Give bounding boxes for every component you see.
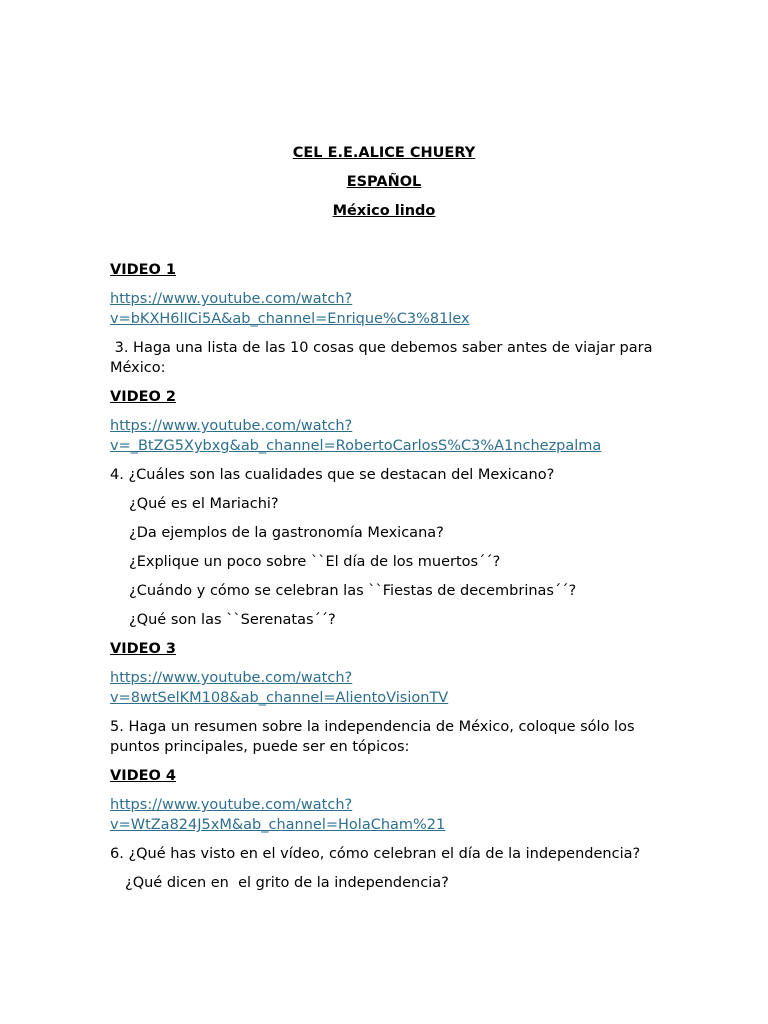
- question-4-sub-5: ¿Qué son las ``Serenatas´´?: [129, 612, 336, 628]
- video-3-link-line2: v=8wtSelKM108&ab_channel=AlientoVisionTV: [110, 690, 449, 706]
- question-4: 4. ¿Cuáles son las cualidades que se destacan del Mexicano?: [110, 467, 555, 483]
- question-4-sub-3: ¿Explique un poco sobre ``El día de los muertos´´?: [129, 554, 501, 570]
- video-4-link-line1: https://www.youtube.com/watch?: [110, 797, 353, 813]
- question-4-sub-4: ¿Cuándo y cómo se celebran las ``Fiestas de decembrinas´´?: [129, 583, 577, 599]
- video-2-heading: VIDEO 2: [110, 389, 177, 405]
- video-2-link-line2: v=_BtZG5Xybxg&ab_channel=RobertoCarlosS%C3%A1nchezpalma: [110, 438, 602, 454]
- video-3-heading: VIDEO 3: [110, 641, 177, 657]
- question-6-sub: ¿Qué dicen en el grito de la independencia?: [125, 875, 449, 891]
- video-4-link-line2: v=WtZa824J5xM&ab_channel=HolaCham%21: [110, 817, 446, 833]
- document-body: [110, 260, 670, 902]
- topic-title: México lindo: [332, 203, 436, 219]
- video-3-link-line1: https://www.youtube.com/watch?: [110, 670, 353, 686]
- video-1-link-line2: v=bKXH6lICi5A&ab_channel=Enrique%C3%81lex: [110, 311, 470, 327]
- video-4-heading: VIDEO 4: [110, 768, 177, 784]
- question-5: 5. Haga un resumen sobre la independencia de México, coloque sólo los puntos principales, puede ser en tópicos:: [110, 719, 635, 755]
- question-3: 3. Haga una lista de las 10 cosas que debemos saber antes de viajar para México:: [110, 340, 658, 376]
- video-4-link[interactable]: [110, 795, 670, 835]
- video-1-heading: VIDEO 1: [110, 262, 177, 278]
- school-name: CEL E.E.ALICE CHUERY: [292, 145, 476, 161]
- video-2-link[interactable]: [110, 416, 670, 456]
- video-2-link-line1: https://www.youtube.com/watch?: [110, 418, 353, 434]
- video-1-link-line1: https://www.youtube.com/watch?: [110, 291, 353, 307]
- subject-title: ESPAÑOL: [346, 174, 422, 190]
- document-header: [0, 143, 768, 230]
- question-6: 6. ¿Qué has visto en el vídeo, cómo celebran el día de la independencia?: [110, 846, 641, 862]
- question-4-sub-1: ¿Qué es el Mariachi?: [129, 496, 279, 512]
- video-1-link[interactable]: [110, 289, 670, 329]
- question-4-sub-2: ¿Da ejemplos de la gastronomía Mexicana?: [129, 525, 444, 541]
- video-3-link[interactable]: [110, 668, 670, 708]
